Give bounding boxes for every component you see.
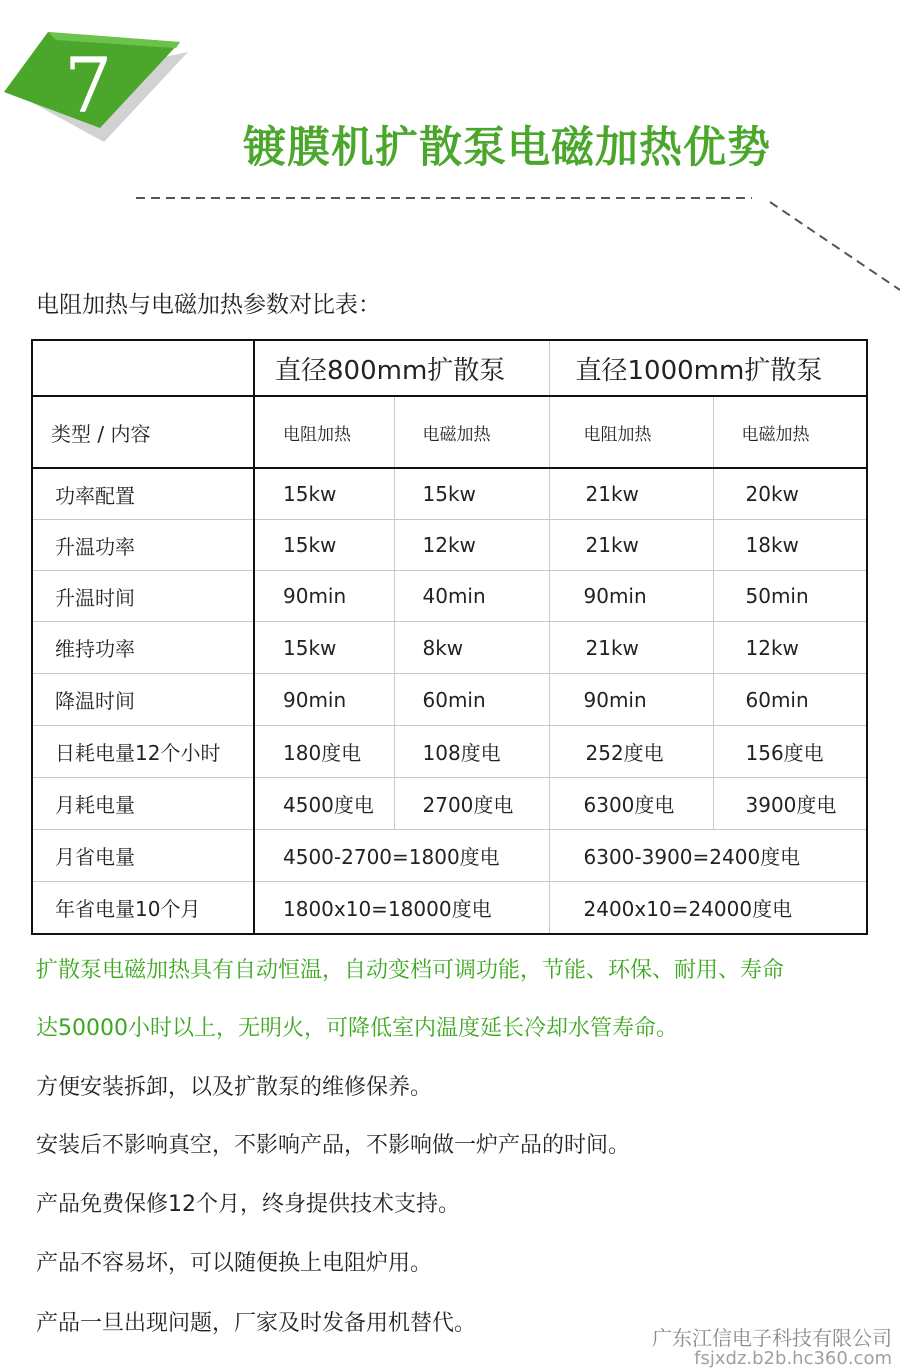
table-cell: 180度电: [254, 726, 394, 778]
row-label: 月省电量: [32, 830, 254, 882]
table-cell: 90min: [254, 674, 394, 726]
table-row: [32, 622, 867, 674]
table-row: [32, 830, 867, 882]
sub-header: 电阻加热: [254, 396, 394, 468]
table-cell-merged: 6300-3900=2400度电: [549, 830, 867, 882]
dashed-divider: [130, 190, 900, 300]
table-cell: 20kw: [713, 468, 867, 520]
row-label: 降温时间: [32, 674, 254, 726]
table-cell: 12kw: [713, 622, 867, 674]
table-row: [32, 571, 867, 622]
highlight-line: 扩散泵电磁加热具有自动恒温，自动变档可调功能，节能、环保、耐用、寿命: [36, 958, 785, 983]
note-line: 产品免费保修12个月，终身提供技术支持。: [36, 1192, 460, 1217]
note-line: 安装后不影响真空，不影响产品，不影响做一炉产品的时间。: [36, 1133, 631, 1158]
page-title: 镀膜机扩散泵电磁加热优势: [243, 123, 771, 173]
table-cell: 21kw: [549, 622, 713, 674]
watermark-url: fsjxdz.b2b.hc360.com: [694, 1348, 892, 1369]
badge-number: 7: [64, 41, 113, 130]
highlight-line: 达50000小时以上，无明火，可降低室内温度延长冷却水管寿命。: [36, 1016, 678, 1041]
table-cell: 15kw: [254, 622, 394, 674]
row-label: 年省电量10个月: [32, 882, 254, 935]
table-row: [32, 674, 867, 726]
row-label: 升温时间: [32, 571, 254, 622]
table-cell: 90min: [549, 674, 713, 726]
table-cell: 21kw: [549, 520, 713, 571]
sub-header: 电磁加热: [394, 396, 549, 468]
table-cell: 15kw: [394, 468, 549, 520]
table-group-header-row: [32, 340, 867, 396]
note-line: 方便安装拆卸，以及扩散泵的维修保养。: [36, 1075, 433, 1100]
row-label: 维持功率: [32, 622, 254, 674]
table-corner-empty: [32, 340, 254, 396]
section-number-badge: [0, 0, 200, 150]
table-cell: 8kw: [394, 622, 549, 674]
table-cell: 60min: [394, 674, 549, 726]
table-cell-merged: 2400x10=24000度电: [549, 882, 867, 935]
table-cell: 90min: [254, 571, 394, 622]
table-cell: 2700度电: [394, 778, 549, 830]
table-cell: 40min: [394, 571, 549, 622]
table-cell: 50min: [713, 571, 867, 622]
table-row: [32, 778, 867, 830]
sub-header: 电磁加热: [713, 396, 867, 468]
table-row: [32, 468, 867, 520]
row-label: 升温功率: [32, 520, 254, 571]
group-header-1000: 直径1000mm扩散泵: [549, 340, 867, 396]
table-cell: 6300度电: [549, 778, 713, 830]
table-corner-label: 类型 / 内容: [32, 396, 254, 468]
note-line: 产品不容易坏，可以随便换上电阻炉用。: [36, 1251, 433, 1276]
table-row: [32, 726, 867, 778]
watermark-company: 广东江信电子科技有限公司: [652, 1326, 892, 1350]
comparison-table: [31, 339, 868, 935]
table-cell-merged: 1800x10=18000度电: [254, 882, 549, 935]
table-cell-merged: 4500-2700=1800度电: [254, 830, 549, 882]
table-cell: 21kw: [549, 468, 713, 520]
table-cell: 18kw: [713, 520, 867, 571]
row-label: 日耗电量12个小时: [32, 726, 254, 778]
sub-header: 电阻加热: [549, 396, 713, 468]
table-cell: 15kw: [254, 468, 394, 520]
table-cell: 3900度电: [713, 778, 867, 830]
table-row: [32, 882, 867, 935]
table-cell: 252度电: [549, 726, 713, 778]
table-cell: 90min: [549, 571, 713, 622]
row-label: 月耗电量: [32, 778, 254, 830]
table-caption: 电阻加热与电磁加热参数对比表：: [36, 292, 381, 318]
table-cell: 156度电: [713, 726, 867, 778]
table-cell: 15kw: [254, 520, 394, 571]
table-sub-header-row: [32, 396, 867, 468]
note-line: 产品一旦出现问题，厂家及时发备用机替代。: [36, 1311, 477, 1336]
table-cell: 12kw: [394, 520, 549, 571]
row-label: 功率配置: [32, 468, 254, 520]
table-cell: 108度电: [394, 726, 549, 778]
table-cell: 60min: [713, 674, 867, 726]
table-row: [32, 520, 867, 571]
table-cell: 4500度电: [254, 778, 394, 830]
group-header-800: 直径800mm扩散泵: [254, 340, 549, 396]
